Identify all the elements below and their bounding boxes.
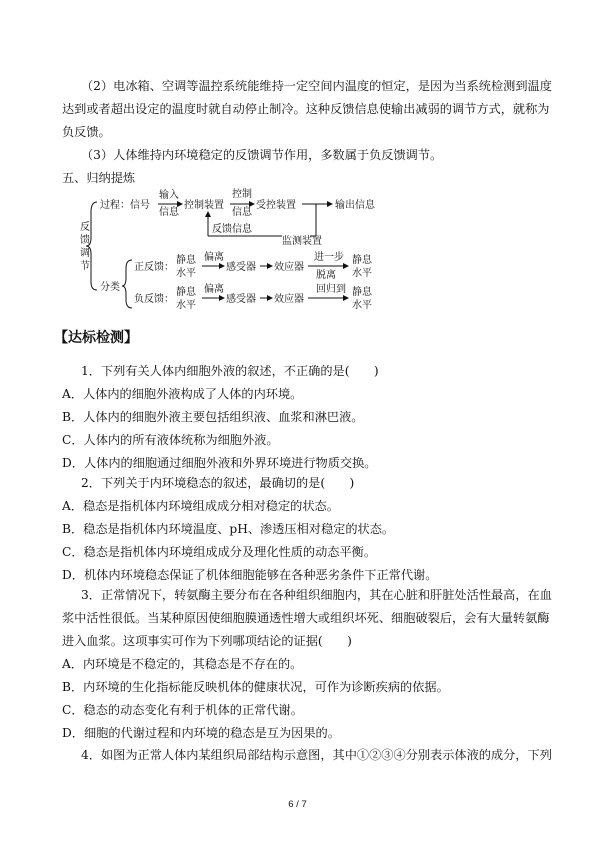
control-info-label: 信息 [232, 207, 252, 218]
static-level: 静息 [352, 255, 372, 266]
question-option: C．稳态的动态变化有利于机体的正常代谢。 [62, 703, 303, 717]
input-info-label: 输入 [159, 190, 179, 201]
question-option: A．人体内的细胞外液构成了人体的内环境。 [62, 387, 303, 401]
page-number: 6 / 7 [288, 799, 307, 810]
control-info-label: 控制 [232, 189, 252, 200]
static-level: 静息 [176, 255, 196, 266]
diagram-root-char: 节 [80, 261, 90, 272]
static-level: 静息 [352, 287, 372, 298]
receptor: 感受器 [226, 262, 256, 273]
effector: 效应器 [274, 262, 304, 273]
diagram-root-char: 反 [80, 222, 90, 233]
static-level: 静息 [176, 287, 196, 298]
negative-feedback-label: 负反馈： [134, 294, 174, 305]
monitor-device: 监测装置 [282, 236, 322, 247]
question-option: D．人体内的细胞通过细胞外液和外界环境进行物质交换。 [62, 456, 377, 470]
section-heading: 五、归纳提炼 [62, 171, 136, 185]
feedback-info: 反馈信息 [212, 224, 252, 235]
positive-feedback-label: 正反馈： [134, 262, 174, 273]
static-level: 水平 [352, 268, 372, 279]
paragraph-line: 负反馈。 [62, 125, 111, 139]
question-stem: 2．下列关于内环境稳态的叙述，最确切的是( ) [81, 476, 355, 490]
question-stem: 1．下列有关人体内细胞外液的叙述，不正确的是( ) [81, 364, 379, 378]
question-option: B．内环境的生化指标能反映机体的健康状况，可作为诊断疾病的依据。 [62, 680, 449, 694]
question-stem: 进入血浆。这项事实可作为下列哪项结论的证据( ) [62, 634, 352, 648]
control-device: 控制装置 [184, 200, 224, 211]
static-level: 水平 [352, 300, 372, 311]
static-level: 水平 [176, 268, 196, 279]
question-option: A．稳态是指机体内环境组成成分相对稳定的状态。 [62, 499, 339, 513]
question-stem: 4．如图为正常人体内某组织局部结构示意图，其中①②③④分别表示体液的成分，下列 [81, 748, 552, 762]
controlled-device: 受控装置 [256, 200, 296, 211]
receptor: 感受器 [226, 294, 256, 305]
classify-label: 分类 [100, 282, 120, 293]
diagram-root-char: 馈 [80, 235, 90, 246]
question-stem: 浆中活性很低。当某种原因使细胞膜通透性增大或组织坏死、细胞破裂后，会有大量转氨酶 [62, 611, 550, 625]
question-option: D．细胞的代谢过程和内环境的稳态是互为因果的。 [62, 726, 340, 740]
further-label: 脱离 [316, 270, 336, 281]
question-option: A．内环境是不稳定的，其稳态是不存在的。 [62, 657, 303, 671]
paragraph-line: （3）人体维持内环境稳定的反馈调节作用，多数属于负反馈调节。 [81, 148, 443, 162]
process-label: 过程：信号 [100, 200, 150, 211]
section-title: 【达标检测】 [54, 330, 138, 346]
question-option: B．人体内的细胞外液主要包括组织液、血浆和淋巴液。 [62, 410, 364, 424]
further-label: 进一步 [314, 252, 344, 263]
paragraph-line: （2）电冰箱、空调等温控系统能维持一定空间内温度的恒定，是因为当系统检测到温度 [81, 79, 552, 93]
input-info-label: 信息 [159, 207, 179, 218]
effector: 效应器 [274, 294, 304, 305]
output-info: 输出信息 [335, 200, 375, 211]
deviation-label: 偏离 [204, 252, 224, 263]
question-option: D．机体内环境稳态保证了机体细胞能够在各种恶劣条件下正常代谢。 [62, 568, 438, 582]
returned-label: 回归到 [316, 284, 346, 295]
feedback-diagram [60, 186, 400, 314]
question-option: B．稳态是指机体内环境温度、pH、渗透压相对稳定的状态。 [62, 522, 395, 536]
question-stem: 3．正常情况下，转氨酶主要分布在各种组织细胞内，其在心脏和肝脏处活性最高，在血 [81, 588, 552, 602]
paragraph-line: 达到或者超出设定的温度时就自动停止制冷。这种反馈信息使输出减弱的调节方式，就称为 [62, 102, 550, 116]
deviation-label: 偏离 [204, 284, 224, 295]
static-level: 水平 [176, 300, 196, 311]
question-option: C．人体内的所有液体统称为细胞外液。 [62, 433, 279, 447]
question-option: C．稳态是指机体内环境组成成分及理化性质的动态平衡。 [62, 545, 377, 559]
diagram-root-char: 调 [80, 248, 90, 259]
